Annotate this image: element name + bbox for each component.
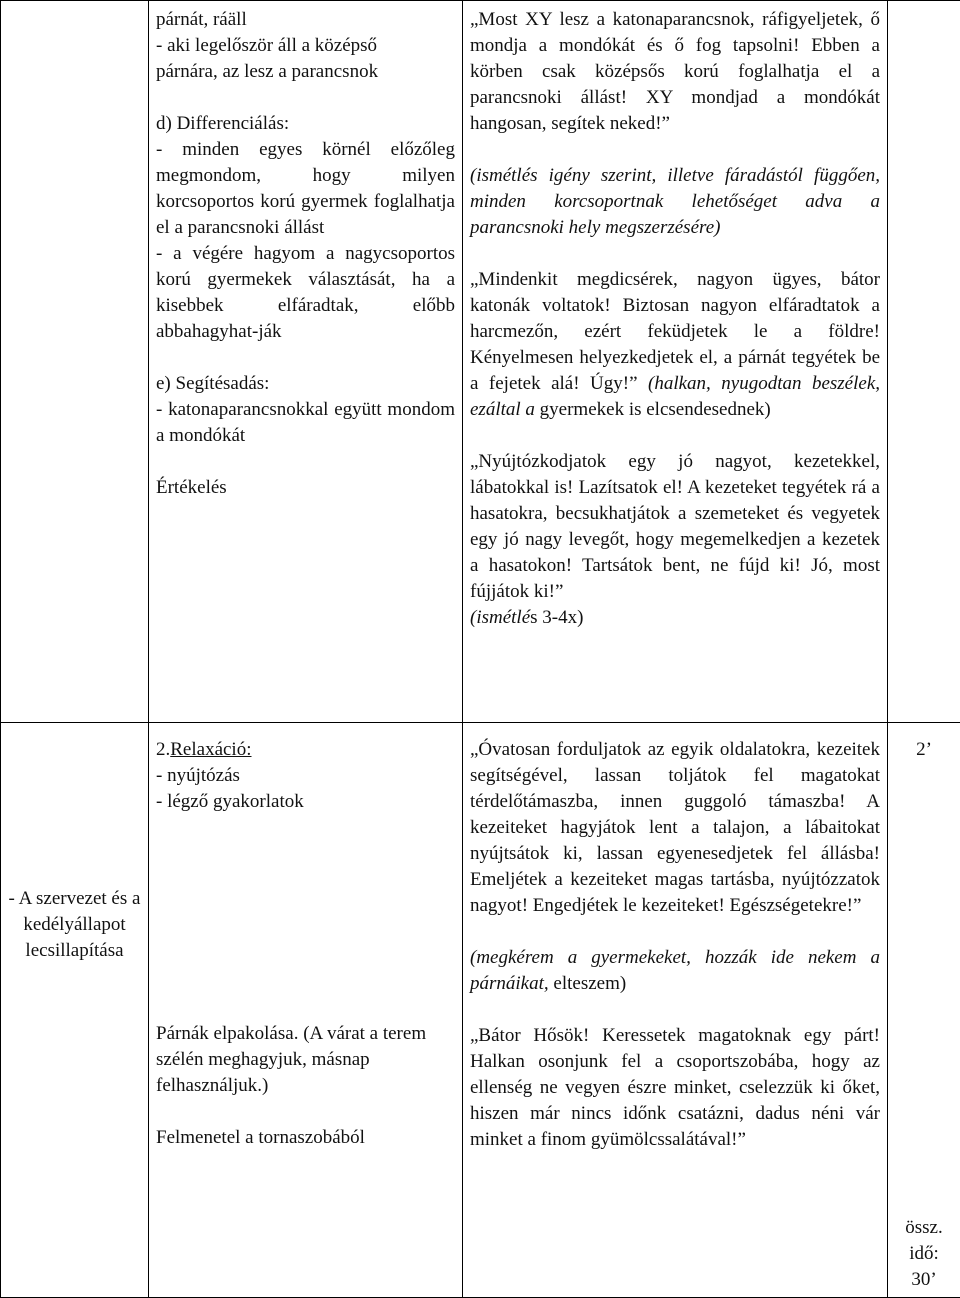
stage-note: (ismétlés igény szerint, illetve fáradástól függően, minden korcsoportnak lehetőséget adva a parancsnoki hely megszerzésére) <box>470 163 880 241</box>
differentiation-text: - minden egyes körnél előzőleg megmondom, hogy milyen korcsoportos korú gyermek foglalhatja el a parancsnoki állást <box>156 137 455 241</box>
list-item: - nyújtózás <box>156 763 455 789</box>
stage-note-tail: elteszem) <box>549 973 627 994</box>
relaxation-heading: Relaxáció: <box>170 739 251 760</box>
total-time-label: össz. <box>888 1215 960 1241</box>
total-time-label: idő: <box>888 1241 960 1267</box>
pack-instruction: Párnák elpakolása. (A várat a terem szélén meghagyjuk, másnap felhasználjuk.) <box>156 1021 455 1099</box>
phase-cell <box>1 723 149 1298</box>
text-line: párnát, ráäll <box>156 7 455 33</box>
dialogue-cell <box>463 1 888 723</box>
help-text: - katonaparancsnokkal együtt mondom a mondókát <box>156 397 455 449</box>
time-cell <box>888 1 960 723</box>
text-line: párnára, az lesz a parancsnok <box>156 59 455 85</box>
stage-note: (ismétlé <box>470 607 530 628</box>
table-row <box>1 1 960 723</box>
stage-note-tail: gyermekek is elcsendesednek) <box>540 399 771 420</box>
phase-cell <box>1 1 149 723</box>
help-heading: e) Segítésadás: <box>156 371 455 397</box>
text-line: - aki legelőször áll a középső <box>156 33 455 59</box>
phase-label: - A szervezet és a kedélyállapot lecsillapítása <box>8 886 141 964</box>
dialogue-paragraph: „Óvatosan forduljatok az egyik oldalatokra, kezeitek segítségével, lassan toljátok fel magatokat térdelőtámaszba, innen guggoló támaszba! A kezeiteket hagyjátok lent a talajon, a lábaitokat nyújtsátok ki, lassan egyenesedjetek fel állásba! Emeljétek a kezeiteket magas tartásba, nyújtózzatok nagyot! Engedjétek le kezeiteket! Egészségetekre!” <box>470 737 880 919</box>
duration-value: 2’ <box>895 737 953 763</box>
stage-note: (megkérem a gyermekeket, hozzák ide nekem a párnáikat, <box>470 947 880 994</box>
evaluation-label: Értékelés <box>156 475 455 501</box>
dialogue-paragraph: „Mindenkit megdicsérek, nagyon ügyes, bátor katonák voltatok! Biztosan nagyon elfáradtatok a harcmezőn, ezért feküdjetek le a földre! Kényelmesen helyezkedjetek el, a párnát tegyétek be a fejetek alá! Úgy!” <box>470 269 880 394</box>
differentiation-heading: d) Differenciálás: <box>156 111 455 137</box>
dialogue-paragraph: „Most XY lesz a katonaparancsnok, ráfigyeljetek, ő mondja a mondókát és ő fog tapsolni! Ebben a körben csak középsős korú foglalhatja el a parancsnoki állást! XY mondjad a mondókát hangosan, segítek neked!” <box>470 7 880 137</box>
total-time-value: 30’ <box>888 1267 960 1293</box>
dialogue-paragraph: „Bátor Hősök! Keressetek magatoknak egy párt! Halkan osonjunk fel a csoportszobába, hogy az ellenség ne vegyen észre minket, cselezzük ki őket, hiszen már nincs időnk csatázni, dadus néni vár minket a finom gyümölcssalátával!” <box>470 1023 880 1153</box>
differentiation-text: - a végére hagyom a nagycsoportos korú gyermekek választását, ha a kisebbek elfáradtak, előbb abbahagyhat-ják <box>156 241 455 345</box>
method-cell <box>149 1 463 723</box>
list-item: - légző gyakorlatok <box>156 789 455 815</box>
exit-instruction: Felmenetel a tornaszobából <box>156 1125 455 1151</box>
table-row <box>1 723 960 1298</box>
section-number: 2. <box>156 739 170 760</box>
time-cell <box>888 723 960 1298</box>
dialogue-paragraph: „Nyújtózkodjatok egy jó nagyot, kezetekkel, lábatokkal is! Lazítsatok el! A kezeteket tegyétek rá a hasatokra, becsukhatjátok a szemeteket és vegyetek egy jó nagy levegőt, hogy megemelkedjen a kezetek a hasatokon! Tartsátok bent, ne fújd ki! Jó, most fújjátok ki!” <box>470 451 880 602</box>
dialogue-cell <box>463 723 888 1298</box>
stage-note-tail: s 3-4x) <box>530 607 583 628</box>
method-cell <box>149 723 463 1298</box>
stage-note: (halkan, nyugodtan beszélek, ezáltal a <box>470 373 880 420</box>
